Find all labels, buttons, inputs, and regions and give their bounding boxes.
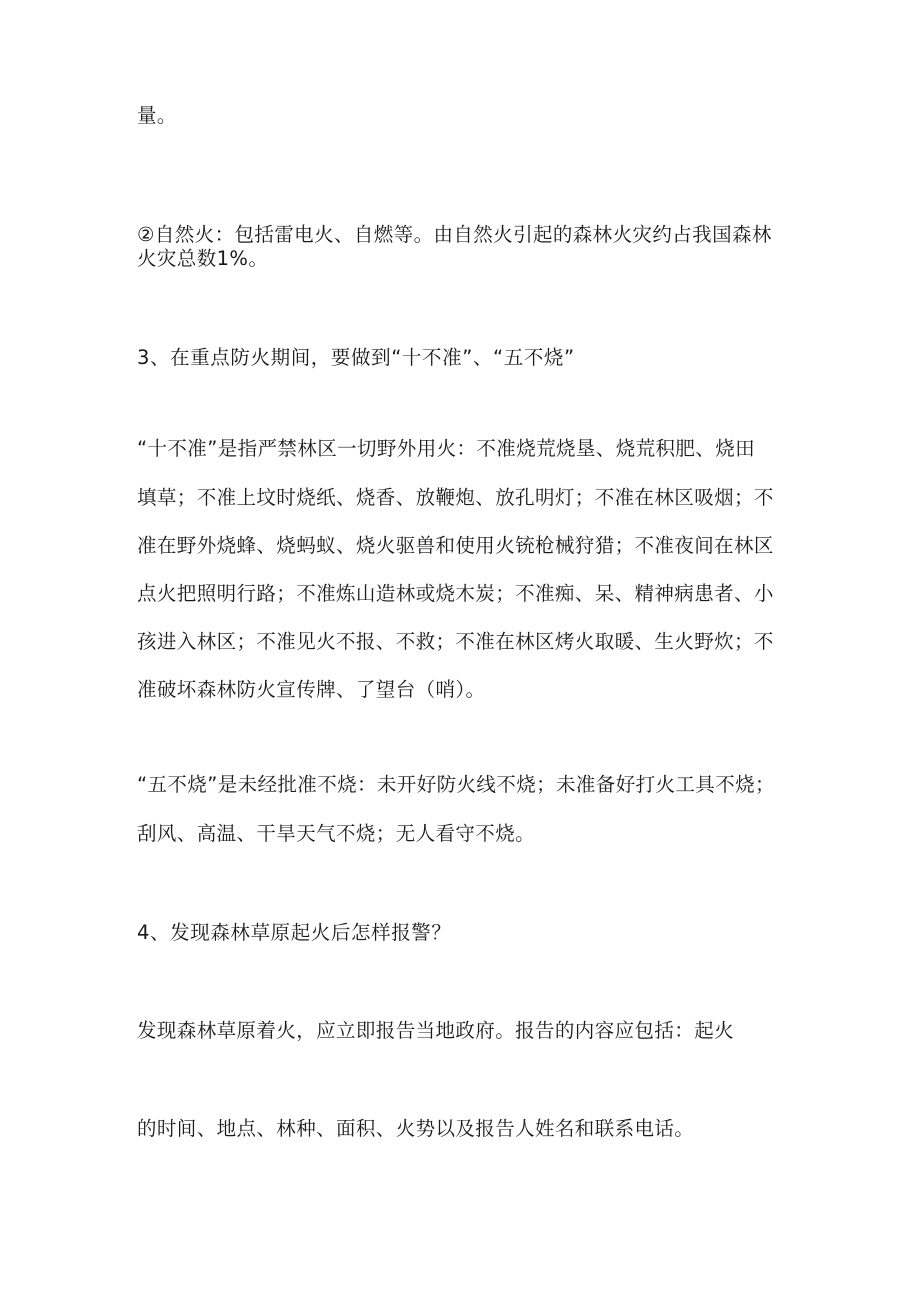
report-line-1: 发现森林草原着火，应立即报告当地政府。报告的内容应包括：起火 (137, 1019, 735, 1042)
natural-fire-line-1: ②自然火：包括雷电火、自燃等。由自然火引起的森林火灾约占我国森林 (137, 223, 772, 246)
ten-prohibitions-line-2: 填草；不准上坟时烧纸、烧香、放鞭炮、放孔明灯；不准在林区吸烟；不 (137, 486, 774, 509)
ten-prohibitions-line-3: 准在野外烧蜂、烧蚂蚁、烧火驱兽和使用火铳枪械狩猎；不准夜间在林区 (137, 534, 774, 557)
paragraph-continuation-line: 量。 (137, 104, 177, 127)
section-3-heading: 3、在重点防火期间，要做到“十不准”、“五不烧” (137, 346, 575, 369)
ten-prohibitions-line-1: “十不准”是指严禁林区一切野外用火：不准烧荒烧垦、烧荒积肥、烧田 (137, 437, 756, 460)
natural-fire-line-2: 火灾总数1%。 (137, 247, 269, 270)
section-4-heading: 4、发现森林草原起火后怎样报警？ (137, 921, 452, 944)
five-no-burn-line-1: “五不烧”是未经批准不烧：未开好防火线不烧；未准备好打火工具不烧； (137, 773, 775, 796)
ten-prohibitions-line-6: 准破坏森林防火宣传牌、了望台（哨）。 (137, 678, 486, 701)
five-no-burn-line-2: 刮风、高温、干旱天气不烧；无人看守不烧。 (137, 822, 536, 845)
report-line-2: 的时间、地点、林种、面积、火势以及报告人姓名和联系电话。 (137, 1117, 695, 1140)
ten-prohibitions-line-4: 点火把照明行路；不准炼山造林或烧木炭；不准痴、呆、精神病患者、小 (137, 582, 774, 605)
ten-prohibitions-line-5: 孩进入林区；不准见火不报、不救；不准在林区烤火取暖、生火野炊；不 (137, 630, 774, 653)
